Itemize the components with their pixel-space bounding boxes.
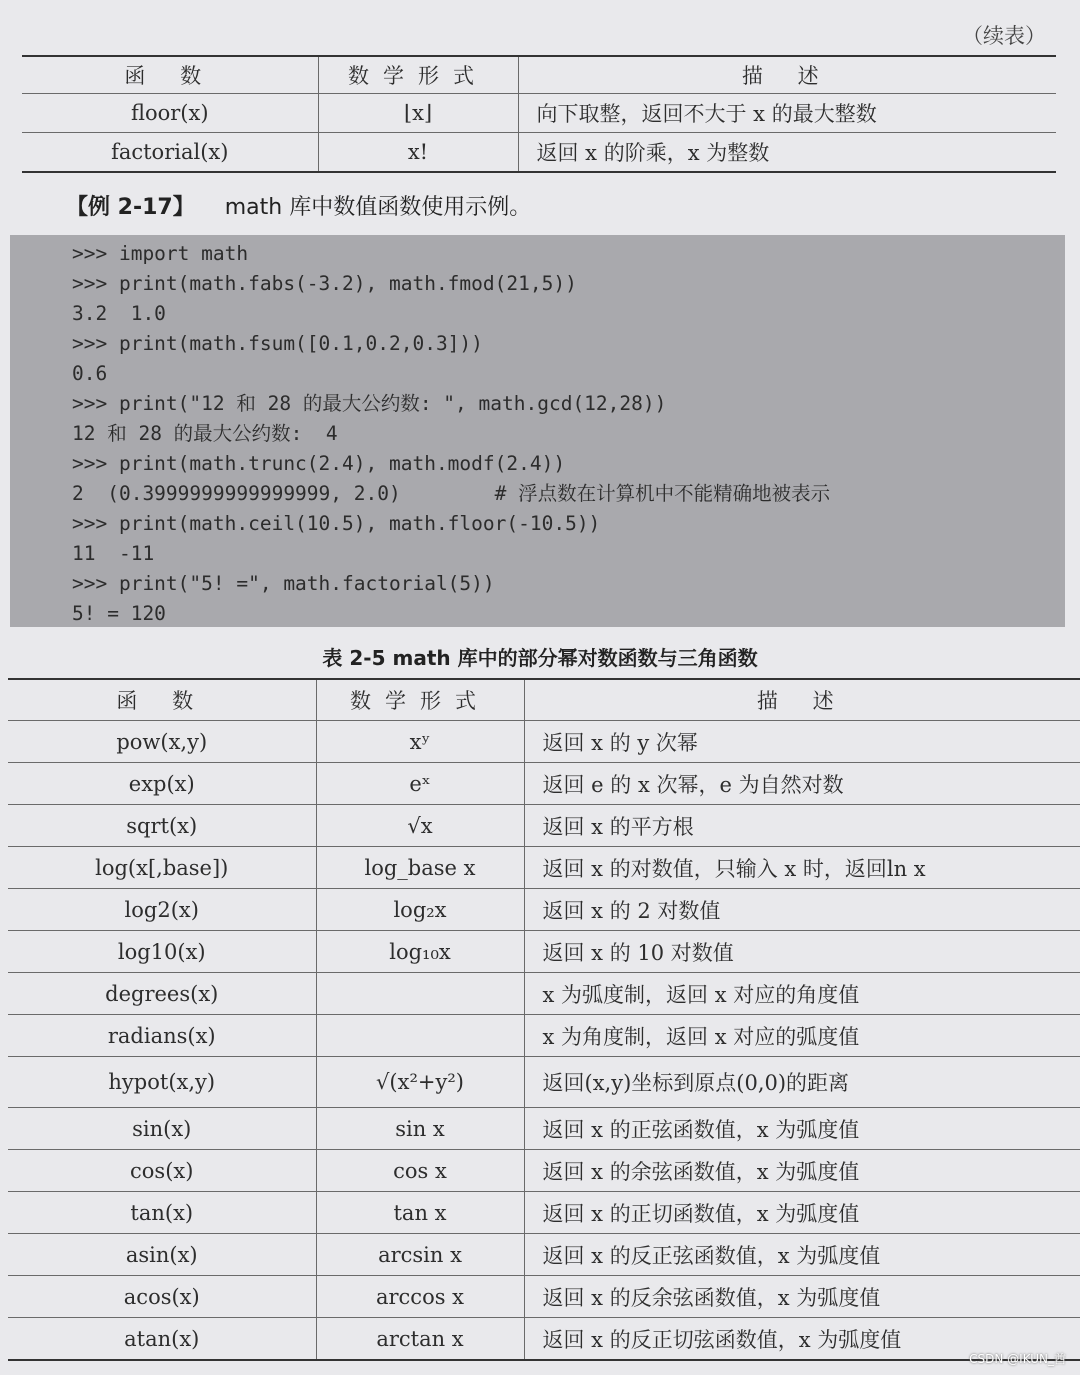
header-math-form: 数学形式 [316, 679, 524, 721]
code-line: 3.2 1.0 [72, 302, 166, 325]
table-row [8, 1192, 1080, 1234]
example-heading [66, 190, 531, 221]
cell-description: 返回 x 的正弦函数值，x 为弧度值 [524, 1108, 1080, 1150]
cell-function: degrees(x) [8, 973, 316, 1015]
header-function: 函 数 [8, 679, 316, 721]
cell-description: 返回 x 的 y 次幂 [524, 721, 1080, 763]
code-line: >>> print(math.trunc(2.4), math.modf(2.4)) [72, 452, 566, 475]
table-row [8, 931, 1080, 973]
cell-function: hypot(x,y) [8, 1057, 316, 1108]
cell-function: log2(x) [8, 889, 316, 931]
table-row [8, 889, 1080, 931]
code-line: >>> print(math.ceil(10.5), math.floor(-10.5)) [72, 512, 601, 535]
cell-function: exp(x) [8, 763, 316, 805]
cell-description: 向下取整，返回不大于 x 的最大整数 [518, 94, 1056, 133]
code-line: 0.6 [72, 362, 108, 385]
cell-math: cos x [316, 1150, 524, 1192]
code-line: 12 和 28 的最大公约数: 4 [72, 422, 338, 445]
header-description: 描 述 [524, 679, 1080, 721]
code-line: >>> import math [72, 242, 249, 265]
code-line: >>> print("12 和 28 的最大公约数: ", math.gcd(12,28)) [72, 392, 667, 415]
cell-description: 返回 x 的 10 对数值 [524, 931, 1080, 973]
cell-math: arccos x [316, 1276, 524, 1318]
cell-math: sin x [316, 1108, 524, 1150]
cell-math: eˣ [316, 763, 524, 805]
cell-description: 返回 x 的对数值，只输入 x 时，返回ln x [524, 847, 1080, 889]
cell-description: x 为角度制，返回 x 对应的弧度值 [524, 1015, 1080, 1057]
cell-function: sqrt(x) [8, 805, 316, 847]
example-title: math 库中数值函数使用示例。 [224, 195, 532, 220]
cell-description: 返回 x 的反正弦函数值，x 为弧度值 [524, 1234, 1080, 1276]
table-row [8, 1234, 1080, 1276]
cell-function: acos(x) [8, 1276, 316, 1318]
cell-function: sin(x) [8, 1108, 316, 1150]
cell-description: 返回 x 的平方根 [524, 805, 1080, 847]
cell-description: 返回 x 的反正切弦函数值，x 为弧度值 [524, 1318, 1080, 1361]
cell-math: arctan x [316, 1318, 524, 1361]
table-row [8, 721, 1080, 763]
header-math-form: 数学形式 [318, 56, 518, 94]
cell-function: tan(x) [8, 1192, 316, 1234]
cell-math: x! [318, 133, 518, 173]
table-header-row [8, 679, 1080, 721]
cell-function: pow(x,y) [8, 721, 316, 763]
continued-label: （续表） [962, 24, 1046, 48]
cell-function: log(x[,base]) [8, 847, 316, 889]
cell-function: atan(x) [8, 1318, 316, 1361]
table-header-row [22, 56, 1056, 94]
cell-math: √(x²+y²) [316, 1057, 524, 1108]
cell-math: log₂x [316, 889, 524, 931]
code-line: >>> print("5! =", math.factorial(5)) [72, 572, 495, 595]
table-row [8, 805, 1080, 847]
cell-description: 返回(x,y)坐标到原点(0,0)的距离 [524, 1057, 1080, 1108]
cell-math: tan x [316, 1192, 524, 1234]
cell-description: 返回 x 的反余弦函数值，x 为弧度值 [524, 1276, 1080, 1318]
code-line: >>> print(math.fsum([0.1,0.2,0.3])) [72, 332, 483, 355]
cell-math: log₁₀x [316, 931, 524, 973]
table-row [8, 1108, 1080, 1150]
cell-math: ⌊x⌋ [318, 94, 518, 133]
table-row [22, 133, 1056, 173]
table-row [22, 94, 1056, 133]
table-continued [22, 55, 1056, 173]
table-row [8, 1276, 1080, 1318]
table-row [8, 973, 1080, 1015]
cell-function: radians(x) [8, 1015, 316, 1057]
code-line: 2 (0.3999999999999999, 2.0) # 浮点数在计算机中不能精确地被表示 [72, 482, 831, 505]
table-row [8, 1150, 1080, 1192]
table-caption: 表 2-5 math 库中的部分幂对数函数与三角函数 [322, 646, 758, 670]
cell-description: x 为弧度制，返回 x 对应的角度值 [524, 973, 1080, 1015]
header-function: 函 数 [22, 56, 318, 94]
cell-function: cos(x) [8, 1150, 316, 1192]
header-description: 描 述 [518, 56, 1056, 94]
watermark: CSDN @IKUN_酋 [969, 1352, 1066, 1366]
cell-function: factorial(x) [22, 133, 318, 173]
table-row [8, 1057, 1080, 1108]
cell-description: 返回 e 的 x 次幂，e 为自然对数 [524, 763, 1080, 805]
example-tag: 【例 2-17】 [66, 195, 195, 220]
table-row [8, 847, 1080, 889]
cell-description: 返回 x 的阶乘，x 为整数 [518, 133, 1056, 173]
cell-function: asin(x) [8, 1234, 316, 1276]
cell-math [316, 973, 524, 1015]
code-block [10, 235, 1065, 627]
cell-description: 返回 x 的余弦函数值，x 为弧度值 [524, 1150, 1080, 1192]
cell-math: √x [316, 805, 524, 847]
cell-description: 返回 x 的正切函数值，x 为弧度值 [524, 1192, 1080, 1234]
cell-function: log10(x) [8, 931, 316, 973]
cell-math: xʸ [316, 721, 524, 763]
cell-function: floor(x) [22, 94, 318, 133]
cell-math [316, 1015, 524, 1057]
cell-math: log_base x [316, 847, 524, 889]
table-math-functions [8, 678, 1080, 1361]
code-line: 11 -11 [72, 542, 155, 565]
code-line: >>> print(math.fabs(-3.2), math.fmod(21,5)) [72, 272, 577, 295]
table-row [8, 1015, 1080, 1057]
cell-description: 返回 x 的 2 对数值 [524, 889, 1080, 931]
table-row [8, 1318, 1080, 1361]
table-row [8, 763, 1080, 805]
cell-math: arcsin x [316, 1234, 524, 1276]
code-line: 5! = 120 [72, 602, 166, 625]
